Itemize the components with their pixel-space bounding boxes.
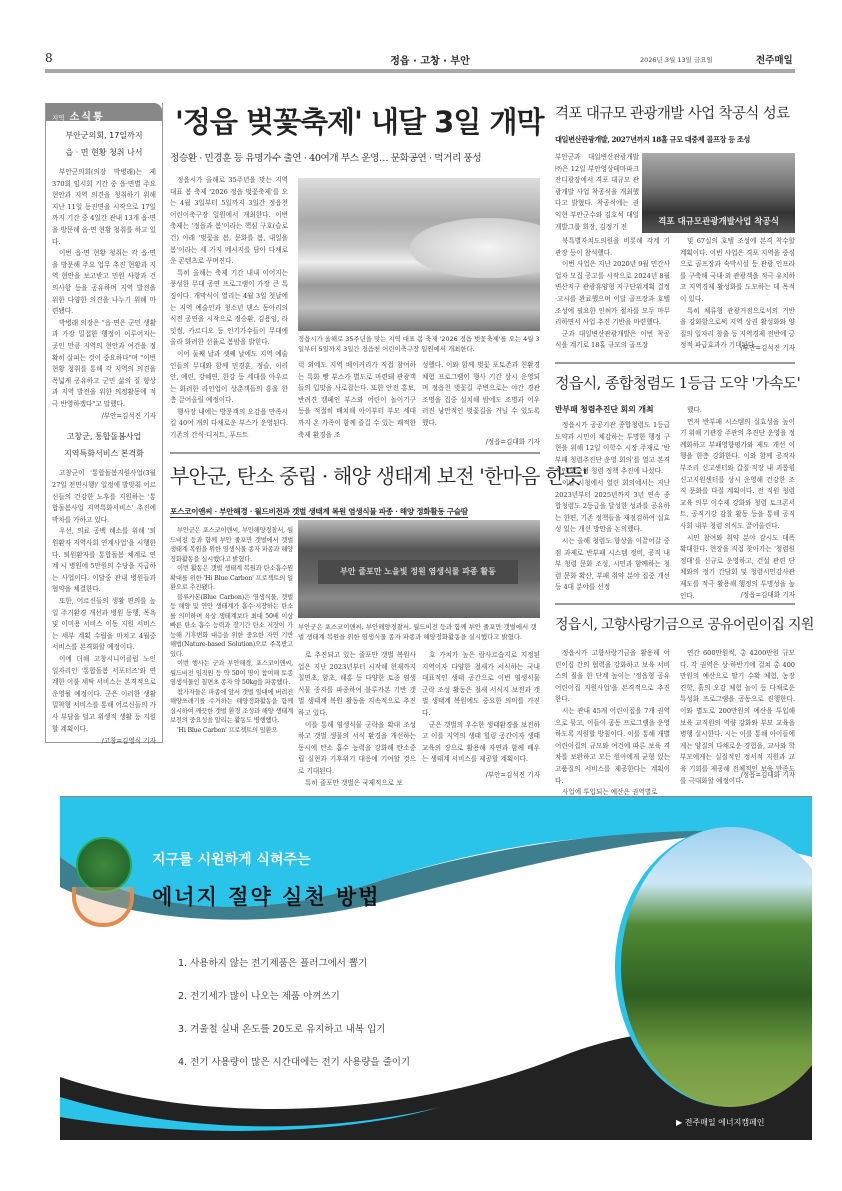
sidebar-article-2-title: 고창군, 통합돌봄사업 지역특화서비스 본격화 — [64, 432, 144, 459]
divider — [555, 362, 795, 364]
headline-cherry-blossom: '정읍 벚꽃축제' 내달 3일 개막 — [175, 105, 544, 139]
article-body-col1: 정읍시가 고향사랑기금을 활용해 어린이집 간의 협력을 강화하고 보육 서비스의 질을 한 단계 높이는 '정읍형 공유어린이집 지원사업'을 본격적으로 추진한다. 시는 관내 45개 어린이집을 7개 권역으로 묶고, 이들이 공동 프로그램을 운영하도록 지원할 방침이다. 이를 통해 개별 어린이집의 규모와 여건에 따른 보육 격차를 보완하고 모든 원아에게 균형 있는 고품질의 서비스를 제공한다는 계획이다. 사업에 투입되는 예산은 권역별로 — [555, 649, 670, 797]
article-body-col2: 럭 외에도 지역 베이커리가 직접 참여하는 특화 빵 부스가 별도로 마련돼 관광객들의 입맛을 사로잡는다. 또한 안전 홍보, 반려견 캠페인 부스와 어린이 놀이기구 등을 적절히 배치해 아이부터 부모 세대까지 온 가족이 함께 즐길 수 있는 쾌적한 축제 환경을 조 — [298, 361, 416, 439]
article-body-col1: 정읍시가 공공기관 종합청렴도 1등급 도약과 시민이 체감하는 투명한 행정 구현을 위해 12일 이학수 시장 주재로 '반부패 청렴추진단 운영 회의'를 열고 본격적인 맞춤형 청렴 정책 추진에 나섰다. 이날 시청에서 열린 회의에서는 지난 2023년부터 2025년까지 3년 연속 종합청렴도 2등급을 달성한 성과를 공유하는 한편, 기존 정책들을 재점검하여 실효성 있는 개선 방안을 논의했다. 시는 올해 청렴도 향상을 이끌어갈 중점 과제로 반부패 시스템 정비, 공직 내부 청렴 문화 조성, 시민과 함께하는 청렴 문화 확산, 부패 취약 분야 집중 개선 등 4대 분야를 선정 — [555, 421, 670, 592]
headline-daycare: 정읍시, 고향사랑기금으로 공유어린이집 지원 — [555, 617, 814, 633]
sidebar-tab — [46, 103, 162, 121]
article-body-col3: 성했다. 이와 함께 벚꽃 포토존과 친환경 체험 프로그램이 행사 기간 상시 운영되며 정읍천 벚꽃길 주변으로는 야간 경관 조명을 집중 설치해 밤에도 조명과 어우러진 낭만적인 벚꽃길을 거닐 수 있도록 했다. — [422, 361, 540, 427]
issue-date: 2026년 3월 13일 금요일 — [640, 56, 713, 64]
article-body-col1: 부안군은 포스코이앤씨, 부안해양경찰서, 월드비전 등과 함께 부안 줄포만 갯벌에서 갯벌 생태계 복원을 위한 염생식물 종자 파종과 해양정화활동을 실시했다고 밝혔다. 이번 활동은 갯벌 생태계 복원과 탄소흡수원 확대를 위한 'Hi Blue Carbon' 프로젝트의 일환으로 추진됐다. 블루카본(Blue Carbon)은 염생식물, 갯벌 등 해양 및 연안 생태계가 흡수·저장하는 탄소를 의미하며 육상 생태계보다 최대 50배 이상 빠른 탄소 흡수 능력과 장기간 탄소 저장이 가능해 기후변화 대응을 위한 중요한 자연 기반 해법(Nature-based Solution)으로 주목받고 있다. 이번 행사는 군과 부안해경, 포스코이앤씨, 월드비전 임직원 등 약 50여 명이 참여해 토종 염생식물인 칠면초 종자 약 50kg을 파종했다. 참가자들은 파종에 앞서 갯벌 일대에 버려진 해양쓰레기를 수거하는 해양정화활동을 함께 실시하여 깨끗한 갯벌 환경 조성과 해양 생태계 보전의 중요성을 알리는 활동도 병행했다. 'Hi Blue Carbon' 프로젝트의 일환으 — [170, 527, 293, 734]
headline-buan-carbon: 부안군, 탄소 중립 · 해양 생태계 보전 '한마음 한뜻' — [170, 464, 587, 488]
divider — [555, 603, 795, 605]
article-body-col2: 로 추진되고 있는 줄포만 갯벌 복원사업은 지난 2023년부터 시작해 현재까지 칠면초, 함초, 해홍 등 다양한 토종 염생식물 종자를 파종하여 블루카본 기반 갯벌 생태계 복원 활동을 지속적으로 추진하고 있다. 이를 통해 염생식물 군락을 확대 조성하고 갯벌 생물의 서식 환경을 개선하는 동시에 탄소 흡수 능력을 강화해 탄소중립 실현과 기후위기 대응에 기여할 것으로 기대된다. 특히 줄포만 갯벌은 국제적으로 보 — [298, 651, 416, 787]
cherry-blossom-photo — [298, 178, 540, 331]
sidebar-tab-small: 지역 — [52, 114, 65, 122]
tip-item: 3. 겨울철 실내 온도를 20도로 유지하고 내복 입기 — [178, 1024, 386, 1035]
ad-footer — [676, 1117, 765, 1128]
tidal-flat-photo — [298, 520, 540, 618]
sidebar-article-1-body: 부안군의회(의장 박병래)는 제370회 임시회 기간 중 읍·면별 주요 현안과 지역 의견을 청취하기 위해 지난 11일 동진면을 시작으로 17일까지 기간 중 4일간 관내 13개 읍·면을 방문해 읍·면 현황 청취를 하고 있다. 이번 읍·면 현황 청취는 각 읍·면을 방문해 주요 업무 추진 현황과 지역 현안을 보고받고 민원 사항과 건의사항 등을 공유하며 지역 발전을 위한 다양한 의견을 나누기 위해 마련됐다. 박병래 의장은 "읍·면은 군민 생활과 가장 밀접한 행정이 이루어지는 곳인 만큼 지역의 현안과 여건을 정확히 살피는 것이 중요하다"며 "이번 현황 청취를 통해 각 지역의 의견을 폭넓게 공유하고 군민 삶의 질 향상과 지역 발전을 위한 의정활동에 적극 반영하겠다"고 말했다. — [52, 168, 156, 408]
ad-tips-list — [178, 947, 410, 1079]
subhead-cherry-blossom: 정승환 · 민경훈 등 유명가수 출연 · 40여개 부스 운영… 문화공연 · 먹거리 풍성 — [170, 153, 482, 164]
article-body-col2: 했다. 먼저 반부패 시스템의 실효성을 높이기 위해 기관장 주관의 추진단 운영을 정례화하고 부패영향평가와 제도 개선 이행을 한층 강화한다. 이와 함께 공직자 부조리 신고센터와 갑질·직장 내 괴롭힘 신고지원센터를 상시 운영해 건강한 조직 문화를 다질 계획이다. 전 직원 청렴 교육 의무 이수제 강화와 청렴 토크콘서트, 공직기강 감찰 활동 등을 통해 공직사회 내부 청렴 의식도 끌어올린다. 시민 참여와 취약 분야 감시도 대폭 확대한다. 현장을 직접 찾아가는 '청렴원정대'를 신규로 운영하고, 건설 관련 단체와의 정기 간담회 및 청렴시민감사관 제도를 적극 활용해 행정의 투명성을 높인다. — [680, 406, 795, 600]
earth-hands-icon — [72, 837, 134, 937]
article-body-col1: 북특별자치도의원을 비롯해 각계 기관장 등이 참석했다. 이번 사업은 지난 2020년 9월 민간사업자 모집 공고를 시작으로 2024년 8월 변산지구 관광휴양형 지구단위계획 결정·고시를 완료했으며 이달 골프장과 호텔 조성에 필요한 인허가 절차를 모두 마무리하면서 사업 추진 기반을 마련했다. 군과 대일변산관광개발은 이번 착공식을 계기로 18홀 규모의 골프장 — [555, 237, 670, 350]
headline-gyeokpo: 격포 대규모 관광개발 사업 착공식 성료 — [555, 106, 790, 122]
newspaper-name: 전주매일 — [756, 55, 793, 66]
ad-title-small: 지구를 시원하게 식혀주는 — [152, 852, 311, 868]
byline: /정읍=김대화 기자 — [740, 591, 795, 599]
article-body-col3: 호 가치가 높은 람사르습지로 지정된 지역이자 다양한 철새가 서식하는 국내 대표적인 생태 공간으로 이번 염생식물 군락 조성 활동은 철새 서식지 보전과 갯벌 생태계 복원에도 중요한 의미를 가진다. 군은 갯벌의 우수한 생태환경을 보전하고 이를 지역의 생태 힐링 공간이자 생태교육의 장으로 활용해 자연과 함께 배우는 생태계 서비스를 제공할 계획이다. — [422, 651, 540, 764]
play-triangle-icon: ▶ — [676, 1118, 683, 1127]
byline: /부안=김석진 기자 — [485, 771, 540, 779]
article-body-col2: 및 67실의 호텔 조성에 본격 착수할 계획이다. 이번 사업은 격포 지역을 중심으로 골프장과 숙박시설 등 관광 인프라를 구축해 국내·외 관광객을 적극 유치하고 지역경제 활성화를 도모하는 데 목적이 있다. 특히 체류형 관광거점으로서의 기반을 강화함으로써 지역 상권 활성화와 양질의 일자리 창출 등 지역경제 전반에 긍정적 파급효과가 기대된다. — [680, 237, 795, 350]
subhead-gyeokpo: 대일변산관광개발, 2027년까지 18홀 규모 대중제 골프장 등 조성 — [555, 135, 750, 144]
headline-integrity: 정읍시, 종합청렴도 1등급 도약 '가속도' — [555, 374, 801, 392]
sidebar-article-2-body: 고창군이 '통합돌봄지원사업(3월 27일 전면시행)' 일정에 발맞춰 어르신들의 건강한 노후를 지원하는 '통합돌봄사업 지역특화서비스' 추진에 박차를 가하고 있다. 우선, 의료 공백 해소를 위해 '퇴원환자 지역사회 연계사업'을 시행한다. 퇴원환자를 통합돌봄 체계로 연계 시 병원에 5만원의 수당을 지급하는 사업이다. 이달중 관내 병원들과 협약을 체결한다. 또한, 어르신들의 생활 편의를 높일 주거환경 개선과 병원 동행, 목욕 및 이미용 서비스 이동 지원 서비스는 세부 계획 수립을 마치고 4월중 서비스를 본격화할 예정이다. 이에 더해 고창시니어클럽 노인 일자리인 '통합돌봄 서포터즈'와 연계한 이불 세탁 서비스는 본격적으로 운영될 예정이다. 군은 이러한 생활 밀착형 서비스를 통해 어르신들의 가사 부담을 덜고 위생적 생활 등 지원할 계획이다. — [52, 469, 156, 733]
article-body-top: 부안군과 대일변산관광개발㈜은 12일 부안영상테마파크 잔디광장에서 격포 대규모 관광개발 사업 착공식을 개최했다고 밝혔다. 착공식에는 권익현 부안군수와 김호석 대일개발그룹 회장, 김정기 전 — [555, 153, 639, 231]
byline: /부안=김석진 기자 — [101, 412, 156, 421]
photo-caption: 정읍시가 올해로 35주년을 맞는 지역 대표 봄 축제 '2026 정읍 벚꽃축제'를 오는 4월 3일부터 5일까지 3일간 정읍천 어린이축구장 일원에서 개최한다. — [298, 335, 540, 353]
subhead-integrity: 반부패 청렴추진단 회의 개최 — [555, 405, 654, 414]
byline: /부안=김석진 기자 — [740, 344, 795, 352]
sidebar-tab-big: 소식통 — [69, 112, 105, 123]
photo-caption: 부안군은 포스코이앤씨, 부안해양경찰서, 월드비전 등과 함께 부안 줄포만 갯벌에서 갯벌 생태계 복원을 위한 염생식물 종자 파종과 해양정화활동을 실시했다고 밝혔다. — [298, 623, 537, 641]
byline: /정읍=김대화 기자 — [485, 438, 540, 446]
sidebar-article-1-title: 부안군의회, 17일까지 읍 · 면 현황 청취 나서 — [65, 131, 143, 157]
page-number: 8 — [45, 51, 53, 65]
article-body-col2: 연간 600만원씩, 총 4200만원 규모다. 각 권역은 상·하반기에 걸쳐 총 400만원의 예산으로 딸기 수확 체험, 농장 견학, 흙의 오감 체험 놀이 등 다채로운 특성화 프로그램을 공동으로 진행한다. 이와 별도로 200만원의 예산을 투입해 보육 교직원의 역량 강화와 부모 교육을 병행 실시한다. 시는 이를 통해 아이들에게는 양질의 다채로운 경험을, 교사와 학부모에게는 실질적인 정서적 지원과 교육 기회를 제공해 전체적인 보육 만족도를 극대화할 예정이다. — [680, 649, 795, 785]
photo-banner: 격포 대규모관광개발사업 착공식 — [658, 217, 779, 227]
energy-campaign-ad — [60, 796, 812, 1140]
article-body-col1: 정읍시가 올해로 35주년을 맞는 지역 대표 봄 축제 '2026 정읍 벚꽃축제'를 오는 4월 3일부터 5일까지 3일간 정읍천 어린이축구장 일원에서 개최한다. 이번 축제는 '정읍과 봄'이라는 핵심 구호(슬로건) 아래 '벚꽃을 봄, 문화를 봄, 내일을 봄'이라는 세 가지 메시지를 담아 다채로운 콘텐츠로 꾸며진다. 특히 올해는 축제 기간 내내 이어지는 풍성한 무대 공연 프로그램이 가장 큰 특징이다. 개막식이 열리는 4월 3일 첫날에는 지역 예술인과 청소년 댄스 동아리의 식전 공연을 시작으로 정승환, 김용임, 라잇썸, 카르디오 등 인기가수들이 무대에 올라 화려한 선율로 봄밤을 밝힌다. 이어 둘째 날과 셋째 날에도 지역 예술인들의 무대와 함께 민경훈, 정슬, 이리안, 예린, 강혜연, 한강 등 세대를 아우르는 화려한 라인업이 상춘객들의 흥을 한층 끌어올릴 예정이다. 행사장 내에는 방문객의 오감을 만족시킬 40여 개의 다채로운 부스가 운영된다. 기존의 간식·디저트, 푸드트 — [170, 176, 288, 440]
ad-title-big: 에너지 절약 실천 방법 — [152, 885, 381, 909]
sidebar — [45, 103, 163, 746]
byline: /정읍=김대화 기자 — [740, 771, 795, 779]
ad-footer-label: 전주매일 에너지캠페인 — [684, 1118, 765, 1127]
header-rule — [45, 69, 795, 73]
photo-banner: 부안 줄포만 노을빛 정원 염생식물 파종 활동 — [318, 560, 518, 584]
tip-item: 1. 사용하지 않는 전기제품은 플러그에서 뽑기 — [178, 958, 368, 969]
groundbreaking-photo — [642, 153, 795, 233]
subhead-buan-carbon: 포스코이앤씨 · 부안해경 · 월드비전과 갯벌 생태계 복원 염생식물 파종 · 해양 정화활동 구슬땀 — [170, 507, 468, 516]
tip-item: 2. 전기세가 많이 나오는 제품 아껴쓰기 — [178, 991, 340, 1002]
divider — [170, 452, 540, 454]
tip-item: 4. 전기 사용량이 많은 시간대에는 전기 사용량을 줄이기 — [178, 1057, 411, 1068]
section-name: 정읍 · 고창 · 부안 — [390, 56, 470, 67]
byline: /고창=김영식 기자 — [101, 737, 156, 746]
